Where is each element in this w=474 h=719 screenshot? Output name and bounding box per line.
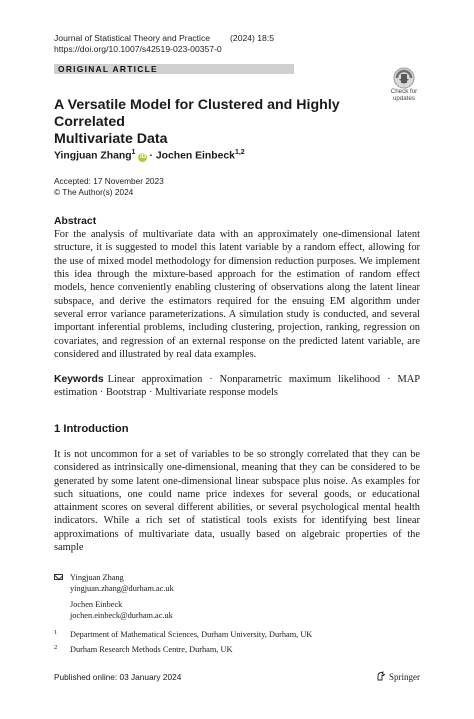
orcid-icon[interactable]: iD [139,154,146,161]
section-heading: 1 Introduction [54,423,129,435]
article-type-label: ORIGINAL ARTICLE [58,63,158,74]
journal-header [54,33,274,55]
author-list [54,146,245,162]
copyright-notice: © The Author(s) 2024 [54,187,134,197]
envelope-icon [54,574,63,580]
affiliation-number: 1 [54,629,58,636]
affiliation-number: 2 [54,644,58,651]
accepted-date: Accepted: 17 November 2023 [54,176,164,186]
author-name[interactable]: Yingjuan Zhang [54,150,132,162]
article-dates [54,176,164,198]
page-footer [54,670,420,684]
keywords-label: Keywords [54,374,104,385]
abstract-body: For the analysis of multivariate data with an approximately one-dimensional latent structure, it is suggested to model this latent variable by a random effect, allowing for the use of mixed model methodology for dimension reduction purposes. We implement this idea through the mixture-based approach for the estimation of random effect models, hence conveniently enabling clustering of observations along the latent linear subspace, and derive the estimators required for the ensuing EM algorithm under several error variance parameterizations. A simulation study is conducted, and several important inferential problems, including clustering, projection, ranking, regression on covariates, and regression of an external response on the predicted latent variable, are considered and illustrated by real data examples. [54,229,420,361]
author-separator: · [149,150,153,162]
doi-link[interactable]: https://doi.org/10.1007/s42519-023-00357-0 [54,44,222,54]
journal-issue: (2024) 18:5 [230,33,275,43]
check-for-updates-label[interactable]: Check for updates [390,88,418,102]
affiliation [54,629,420,640]
publisher-logo [376,670,420,684]
introduction-body: It is not uncommon for a set of variables to be so strongly correlated that they can be considered as intrinsically one-dimensional, meaning that they can be considered to be generated by some latent one-dimensional linear subspace plus noise. As examples for such situations, one could name price indexes for several goods, or educational attainment scores on several different abilities, or several psychological mental health indicators. While a rich set of statistical tools exists for identifying best linear approximations of multivariate data, usually based on algebraic properties of the sample [54,449,420,554]
author-name[interactable]: Jochen Einbeck [155,150,235,162]
affiliation-text: Department of Mathematical Sciences, Durham University, Durham, UK [70,630,313,639]
contact-email[interactable]: yingjuan.zhang@durham.ac.uk [70,584,174,593]
affiliation [54,644,420,655]
affiliation-marker: 1 [131,149,136,156]
keywords [54,373,420,400]
journal-name: Journal of Statistical Theory and Practice [54,33,211,43]
published-date: Published online: 03 January 2024 [54,672,182,682]
contact-email[interactable]: jochen.einbeck@durham.ac.uk [70,611,173,620]
contact-name: Jochen Einbeck [70,600,123,609]
paper-title: A Versatile Model for Clustered and Highly Correlated Multivariate Data [54,97,340,147]
affiliation-text: Durham Research Methods Centre, Durham, UK [70,645,233,654]
publisher-name: Springer [389,672,420,682]
abstract-heading: Abstract [54,216,97,227]
keywords-text: Linear approximation · Nonparametric maximum likelihood · MAP estimation · Bootstrap · Multivariate response models [54,374,420,399]
springer-horse-icon [376,671,386,681]
affiliation-marker: 1,2 [234,149,245,156]
contact-name: Yingjuan Zhang [70,573,124,582]
